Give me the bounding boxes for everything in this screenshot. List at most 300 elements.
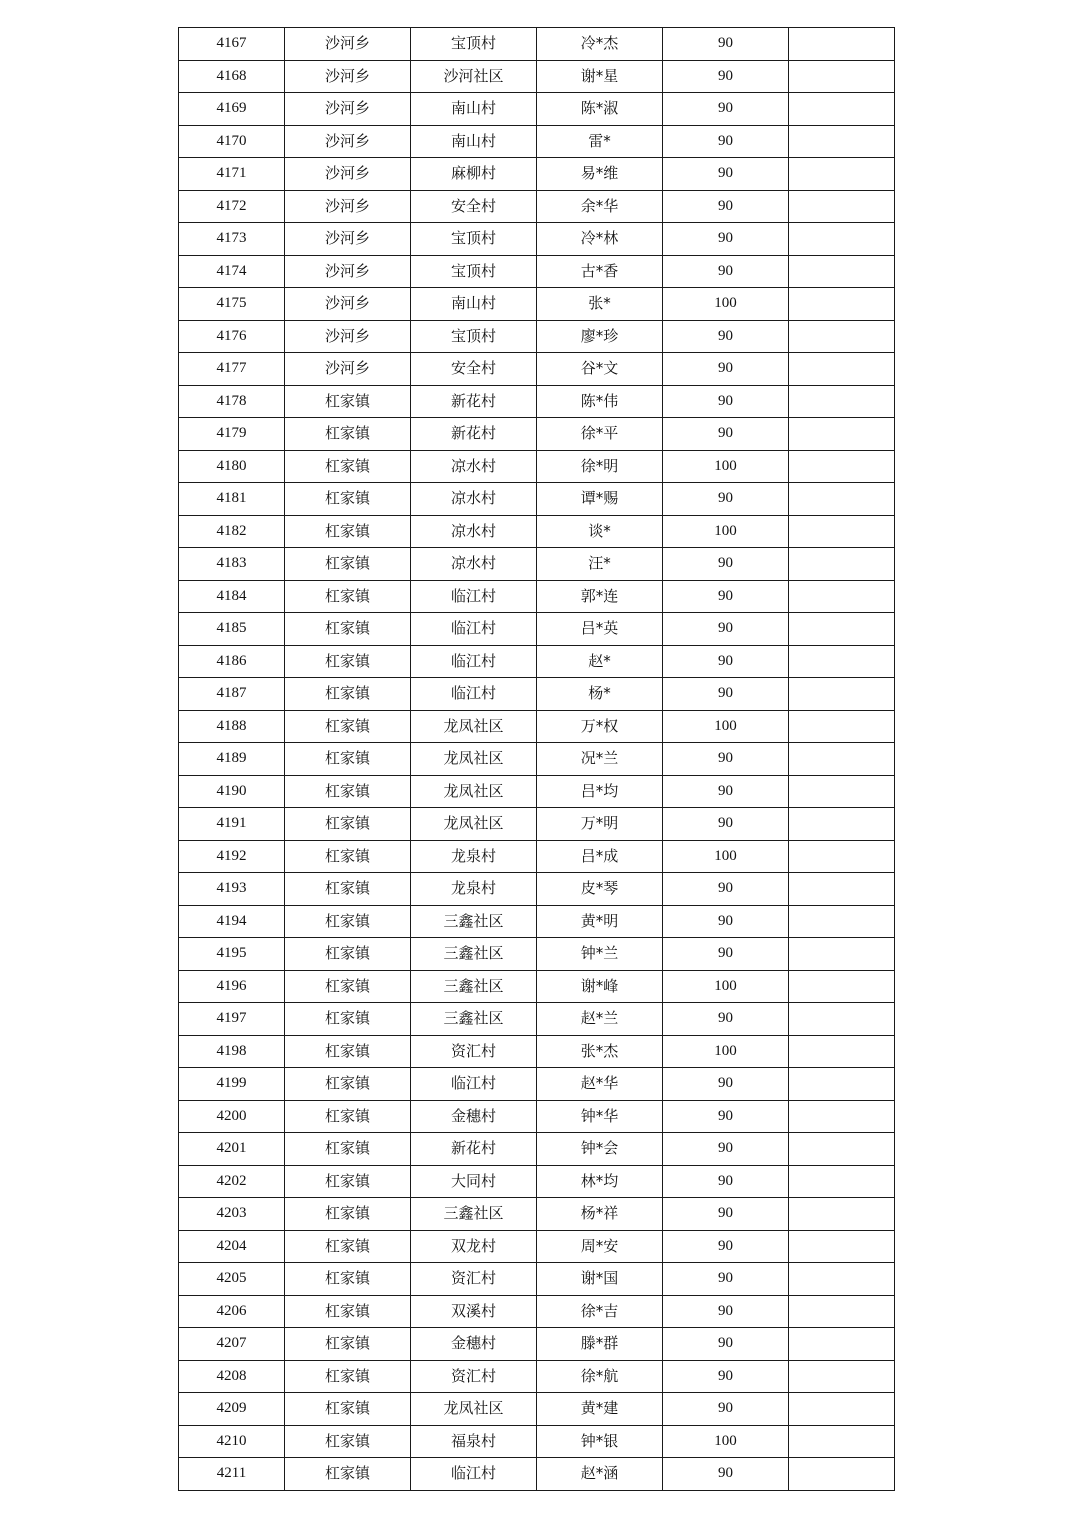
table-row xyxy=(179,645,895,678)
town-cell: 沙河乡 xyxy=(285,60,411,93)
town-cell: 杠家镇 xyxy=(285,515,411,548)
town-cell: 杠家镇 xyxy=(285,418,411,451)
table-row xyxy=(179,1295,895,1328)
serial-number-cell: 4193 xyxy=(179,873,285,906)
town-cell: 杠家镇 xyxy=(285,548,411,581)
table-row xyxy=(179,613,895,646)
person-name-cell: 廖*珍 xyxy=(537,320,663,353)
serial-number-cell: 4198 xyxy=(179,1035,285,1068)
remark-cell xyxy=(789,223,895,256)
serial-number-cell: 4168 xyxy=(179,60,285,93)
person-name-cell: 冷*林 xyxy=(537,223,663,256)
person-name-cell: 吕*均 xyxy=(537,775,663,808)
score-cell: 90 xyxy=(663,1230,789,1263)
score-cell: 90 xyxy=(663,1100,789,1133)
town-cell: 杠家镇 xyxy=(285,938,411,971)
serial-number-cell: 4171 xyxy=(179,158,285,191)
village-cell: 福泉村 xyxy=(411,1425,537,1458)
remark-cell xyxy=(789,158,895,191)
person-name-cell: 徐*航 xyxy=(537,1360,663,1393)
village-cell: 新花村 xyxy=(411,418,537,451)
table-row xyxy=(179,288,895,321)
score-cell: 90 xyxy=(663,93,789,126)
serial-number-cell: 4208 xyxy=(179,1360,285,1393)
table-row xyxy=(179,418,895,451)
serial-number-cell: 4175 xyxy=(179,288,285,321)
table-row xyxy=(179,1133,895,1166)
village-cell: 安全村 xyxy=(411,353,537,386)
score-cell: 100 xyxy=(663,710,789,743)
village-cell: 凉水村 xyxy=(411,483,537,516)
table-row xyxy=(179,905,895,938)
person-name-cell: 谢*星 xyxy=(537,60,663,93)
serial-number-cell: 4192 xyxy=(179,840,285,873)
town-cell: 沙河乡 xyxy=(285,255,411,288)
serial-number-cell: 4207 xyxy=(179,1328,285,1361)
table-row xyxy=(179,1458,895,1491)
village-cell: 宝顶村 xyxy=(411,320,537,353)
table-row xyxy=(179,385,895,418)
table-row xyxy=(179,938,895,971)
village-cell: 临江村 xyxy=(411,1458,537,1491)
table-row xyxy=(179,1393,895,1426)
person-name-cell: 徐*吉 xyxy=(537,1295,663,1328)
score-cell: 90 xyxy=(663,1003,789,1036)
serial-number-cell: 4174 xyxy=(179,255,285,288)
table-row xyxy=(179,1230,895,1263)
town-cell: 杠家镇 xyxy=(285,743,411,776)
person-name-cell: 黄*明 xyxy=(537,905,663,938)
remark-cell xyxy=(789,353,895,386)
town-cell: 杠家镇 xyxy=(285,1425,411,1458)
town-cell: 杠家镇 xyxy=(285,1003,411,1036)
person-name-cell: 张*杰 xyxy=(537,1035,663,1068)
town-cell: 沙河乡 xyxy=(285,288,411,321)
village-cell: 三鑫社区 xyxy=(411,1003,537,1036)
town-cell: 杠家镇 xyxy=(285,1458,411,1491)
person-name-cell: 郭*连 xyxy=(537,580,663,613)
remark-cell xyxy=(789,938,895,971)
remark-cell xyxy=(789,905,895,938)
person-name-cell: 钟*会 xyxy=(537,1133,663,1166)
village-cell: 沙河社区 xyxy=(411,60,537,93)
village-cell: 资汇村 xyxy=(411,1360,537,1393)
remark-cell xyxy=(789,418,895,451)
score-cell: 90 xyxy=(663,938,789,971)
remark-cell xyxy=(789,255,895,288)
table-row xyxy=(179,125,895,158)
score-cell: 90 xyxy=(663,385,789,418)
person-name-cell: 易*维 xyxy=(537,158,663,191)
town-cell: 杠家镇 xyxy=(285,678,411,711)
table-row xyxy=(179,353,895,386)
remark-cell xyxy=(789,1100,895,1133)
table-row xyxy=(179,450,895,483)
serial-number-cell: 4201 xyxy=(179,1133,285,1166)
person-name-cell: 赵*兰 xyxy=(537,1003,663,1036)
score-cell: 100 xyxy=(663,1425,789,1458)
table-row xyxy=(179,1263,895,1296)
table-row xyxy=(179,158,895,191)
remark-cell xyxy=(789,1328,895,1361)
score-cell: 90 xyxy=(663,418,789,451)
remark-cell xyxy=(789,580,895,613)
serial-number-cell: 4172 xyxy=(179,190,285,223)
remark-cell xyxy=(789,320,895,353)
remark-cell xyxy=(789,28,895,61)
score-cell: 90 xyxy=(663,808,789,841)
score-cell: 90 xyxy=(663,645,789,678)
village-cell: 龙凤社区 xyxy=(411,710,537,743)
village-cell: 临江村 xyxy=(411,580,537,613)
remark-cell xyxy=(789,483,895,516)
town-cell: 沙河乡 xyxy=(285,28,411,61)
person-name-cell: 徐*明 xyxy=(537,450,663,483)
town-cell: 杠家镇 xyxy=(285,1263,411,1296)
town-cell: 杠家镇 xyxy=(285,873,411,906)
town-cell: 杠家镇 xyxy=(285,775,411,808)
score-cell: 90 xyxy=(663,905,789,938)
town-cell: 杠家镇 xyxy=(285,1328,411,1361)
person-name-cell: 钟*华 xyxy=(537,1100,663,1133)
serial-number-cell: 4204 xyxy=(179,1230,285,1263)
serial-number-cell: 4173 xyxy=(179,223,285,256)
table-row xyxy=(179,808,895,841)
person-name-cell: 徐*平 xyxy=(537,418,663,451)
village-cell: 南山村 xyxy=(411,288,537,321)
person-name-cell: 万*明 xyxy=(537,808,663,841)
person-name-cell: 陈*伟 xyxy=(537,385,663,418)
town-cell: 杠家镇 xyxy=(285,1133,411,1166)
person-name-cell: 谷*文 xyxy=(537,353,663,386)
town-cell: 沙河乡 xyxy=(285,353,411,386)
serial-number-cell: 4169 xyxy=(179,93,285,126)
remark-cell xyxy=(789,93,895,126)
remark-cell xyxy=(789,60,895,93)
town-cell: 沙河乡 xyxy=(285,125,411,158)
person-name-cell: 赵*涵 xyxy=(537,1458,663,1491)
score-cell: 90 xyxy=(663,1263,789,1296)
serial-number-cell: 4187 xyxy=(179,678,285,711)
person-name-cell: 吕*成 xyxy=(537,840,663,873)
serial-number-cell: 4177 xyxy=(179,353,285,386)
table-row xyxy=(179,580,895,613)
score-cell: 90 xyxy=(663,1068,789,1101)
person-name-cell: 皮*琴 xyxy=(537,873,663,906)
village-cell: 临江村 xyxy=(411,613,537,646)
score-cell: 90 xyxy=(663,678,789,711)
serial-number-cell: 4189 xyxy=(179,743,285,776)
remark-cell xyxy=(789,1003,895,1036)
village-cell: 龙泉村 xyxy=(411,840,537,873)
person-name-cell: 林*均 xyxy=(537,1165,663,1198)
village-cell: 资汇村 xyxy=(411,1263,537,1296)
table-row xyxy=(179,775,895,808)
score-cell: 90 xyxy=(663,548,789,581)
score-cell: 90 xyxy=(663,190,789,223)
person-name-cell: 吕*英 xyxy=(537,613,663,646)
person-name-cell: 杨*祥 xyxy=(537,1198,663,1231)
remark-cell xyxy=(789,808,895,841)
remark-cell xyxy=(789,1263,895,1296)
remark-cell xyxy=(789,450,895,483)
person-name-cell: 冷*杰 xyxy=(537,28,663,61)
village-cell: 金穗村 xyxy=(411,1328,537,1361)
table-row xyxy=(179,60,895,93)
village-cell: 龙泉村 xyxy=(411,873,537,906)
village-cell: 双溪村 xyxy=(411,1295,537,1328)
table-row xyxy=(179,1360,895,1393)
score-cell: 90 xyxy=(663,60,789,93)
remark-cell xyxy=(789,1393,895,1426)
serial-number-cell: 4203 xyxy=(179,1198,285,1231)
remark-cell xyxy=(789,385,895,418)
table-row xyxy=(179,93,895,126)
person-name-cell: 黄*建 xyxy=(537,1393,663,1426)
village-cell: 麻柳村 xyxy=(411,158,537,191)
remark-cell xyxy=(789,190,895,223)
town-cell: 沙河乡 xyxy=(285,320,411,353)
serial-number-cell: 4190 xyxy=(179,775,285,808)
person-name-cell: 钟*兰 xyxy=(537,938,663,971)
town-cell: 杠家镇 xyxy=(285,450,411,483)
town-cell: 杠家镇 xyxy=(285,645,411,678)
score-cell: 90 xyxy=(663,223,789,256)
village-cell: 大同村 xyxy=(411,1165,537,1198)
person-name-cell: 钟*银 xyxy=(537,1425,663,1458)
score-cell: 90 xyxy=(663,1393,789,1426)
table-row xyxy=(179,710,895,743)
serial-number-cell: 4179 xyxy=(179,418,285,451)
score-cell: 90 xyxy=(663,873,789,906)
person-name-cell: 谢*国 xyxy=(537,1263,663,1296)
score-cell: 90 xyxy=(663,1360,789,1393)
table-row xyxy=(179,190,895,223)
person-name-cell: 赵* xyxy=(537,645,663,678)
serial-number-cell: 4185 xyxy=(179,613,285,646)
village-cell: 南山村 xyxy=(411,93,537,126)
village-cell: 金穗村 xyxy=(411,1100,537,1133)
data-table xyxy=(178,27,895,1491)
village-cell: 凉水村 xyxy=(411,548,537,581)
town-cell: 杠家镇 xyxy=(285,580,411,613)
town-cell: 杠家镇 xyxy=(285,1165,411,1198)
remark-cell xyxy=(789,775,895,808)
person-name-cell: 谈* xyxy=(537,515,663,548)
remark-cell xyxy=(789,1230,895,1263)
remark-cell xyxy=(789,1360,895,1393)
serial-number-cell: 4191 xyxy=(179,808,285,841)
village-cell: 龙凤社区 xyxy=(411,743,537,776)
serial-number-cell: 4178 xyxy=(179,385,285,418)
score-cell: 100 xyxy=(663,970,789,1003)
score-cell: 90 xyxy=(663,1198,789,1231)
town-cell: 杠家镇 xyxy=(285,483,411,516)
table-row xyxy=(179,1068,895,1101)
town-cell: 杠家镇 xyxy=(285,385,411,418)
remark-cell xyxy=(789,678,895,711)
remark-cell xyxy=(789,1198,895,1231)
table-row xyxy=(179,840,895,873)
serial-number-cell: 4206 xyxy=(179,1295,285,1328)
serial-number-cell: 4209 xyxy=(179,1393,285,1426)
table-row xyxy=(179,223,895,256)
town-cell: 沙河乡 xyxy=(285,190,411,223)
village-cell: 凉水村 xyxy=(411,450,537,483)
score-cell: 100 xyxy=(663,1035,789,1068)
person-name-cell: 滕*群 xyxy=(537,1328,663,1361)
serial-number-cell: 4202 xyxy=(179,1165,285,1198)
serial-number-cell: 4186 xyxy=(179,645,285,678)
town-cell: 杠家镇 xyxy=(285,1035,411,1068)
table-row xyxy=(179,1003,895,1036)
village-cell: 三鑫社区 xyxy=(411,970,537,1003)
table-row xyxy=(179,548,895,581)
table-row xyxy=(179,515,895,548)
table-row xyxy=(179,1165,895,1198)
remark-cell xyxy=(789,1035,895,1068)
village-cell: 新花村 xyxy=(411,385,537,418)
town-cell: 杠家镇 xyxy=(285,1230,411,1263)
table-row xyxy=(179,255,895,288)
serial-number-cell: 4167 xyxy=(179,28,285,61)
village-cell: 临江村 xyxy=(411,645,537,678)
town-cell: 杠家镇 xyxy=(285,1393,411,1426)
person-name-cell: 谭*赐 xyxy=(537,483,663,516)
remark-cell xyxy=(789,125,895,158)
village-cell: 宝顶村 xyxy=(411,223,537,256)
table-row xyxy=(179,1035,895,1068)
person-name-cell: 赵*华 xyxy=(537,1068,663,1101)
remark-cell xyxy=(789,710,895,743)
score-cell: 90 xyxy=(663,775,789,808)
village-cell: 三鑫社区 xyxy=(411,905,537,938)
serial-number-cell: 4199 xyxy=(179,1068,285,1101)
serial-number-cell: 4211 xyxy=(179,1458,285,1491)
serial-number-cell: 4188 xyxy=(179,710,285,743)
score-cell: 100 xyxy=(663,515,789,548)
village-cell: 龙凤社区 xyxy=(411,775,537,808)
village-cell: 安全村 xyxy=(411,190,537,223)
serial-number-cell: 4196 xyxy=(179,970,285,1003)
town-cell: 杠家镇 xyxy=(285,613,411,646)
person-name-cell: 古*香 xyxy=(537,255,663,288)
town-cell: 杠家镇 xyxy=(285,1198,411,1231)
score-cell: 90 xyxy=(663,1328,789,1361)
town-cell: 杠家镇 xyxy=(285,710,411,743)
remark-cell xyxy=(789,1295,895,1328)
score-cell: 90 xyxy=(663,1133,789,1166)
town-cell: 沙河乡 xyxy=(285,158,411,191)
score-cell: 100 xyxy=(663,840,789,873)
remark-cell xyxy=(789,970,895,1003)
person-name-cell: 周*安 xyxy=(537,1230,663,1263)
person-name-cell: 万*权 xyxy=(537,710,663,743)
score-cell: 90 xyxy=(663,1458,789,1491)
score-cell: 90 xyxy=(663,353,789,386)
serial-number-cell: 4205 xyxy=(179,1263,285,1296)
person-name-cell: 雷* xyxy=(537,125,663,158)
village-cell: 龙凤社区 xyxy=(411,1393,537,1426)
serial-number-cell: 4183 xyxy=(179,548,285,581)
remark-cell xyxy=(789,1425,895,1458)
score-cell: 90 xyxy=(663,1295,789,1328)
table-body xyxy=(179,28,895,1491)
score-cell: 90 xyxy=(663,580,789,613)
village-cell: 新花村 xyxy=(411,1133,537,1166)
town-cell: 杠家镇 xyxy=(285,905,411,938)
score-cell: 90 xyxy=(663,483,789,516)
remark-cell xyxy=(789,645,895,678)
score-cell: 90 xyxy=(663,255,789,288)
town-cell: 杠家镇 xyxy=(285,970,411,1003)
score-cell: 90 xyxy=(663,743,789,776)
person-name-cell: 陈*淑 xyxy=(537,93,663,126)
village-cell: 南山村 xyxy=(411,125,537,158)
town-cell: 杠家镇 xyxy=(285,840,411,873)
table-row xyxy=(179,1425,895,1458)
serial-number-cell: 4182 xyxy=(179,515,285,548)
person-name-cell: 况*兰 xyxy=(537,743,663,776)
score-cell: 90 xyxy=(663,125,789,158)
serial-number-cell: 4170 xyxy=(179,125,285,158)
table-row xyxy=(179,1198,895,1231)
remark-cell xyxy=(789,1068,895,1101)
table-row xyxy=(179,678,895,711)
remark-cell xyxy=(789,743,895,776)
table-row xyxy=(179,743,895,776)
serial-number-cell: 4195 xyxy=(179,938,285,971)
remark-cell xyxy=(789,613,895,646)
score-cell: 100 xyxy=(663,288,789,321)
serial-number-cell: 4176 xyxy=(179,320,285,353)
table-row xyxy=(179,873,895,906)
serial-number-cell: 4200 xyxy=(179,1100,285,1133)
remark-cell xyxy=(789,1165,895,1198)
person-name-cell: 谢*峰 xyxy=(537,970,663,1003)
village-cell: 三鑫社区 xyxy=(411,938,537,971)
table-row xyxy=(179,970,895,1003)
score-cell: 90 xyxy=(663,613,789,646)
table-row xyxy=(179,483,895,516)
score-cell: 90 xyxy=(663,1165,789,1198)
village-cell: 双龙村 xyxy=(411,1230,537,1263)
village-cell: 宝顶村 xyxy=(411,28,537,61)
remark-cell xyxy=(789,1133,895,1166)
village-cell: 龙凤社区 xyxy=(411,808,537,841)
serial-number-cell: 4194 xyxy=(179,905,285,938)
score-cell: 100 xyxy=(663,450,789,483)
score-cell: 90 xyxy=(663,320,789,353)
village-cell: 凉水村 xyxy=(411,515,537,548)
village-cell: 宝顶村 xyxy=(411,255,537,288)
serial-number-cell: 4210 xyxy=(179,1425,285,1458)
serial-number-cell: 4197 xyxy=(179,1003,285,1036)
town-cell: 杠家镇 xyxy=(285,808,411,841)
serial-number-cell: 4184 xyxy=(179,580,285,613)
remark-cell xyxy=(789,873,895,906)
town-cell: 沙河乡 xyxy=(285,93,411,126)
town-cell: 沙河乡 xyxy=(285,223,411,256)
score-cell: 90 xyxy=(663,28,789,61)
town-cell: 杠家镇 xyxy=(285,1100,411,1133)
remark-cell xyxy=(789,515,895,548)
person-name-cell: 杨* xyxy=(537,678,663,711)
table-row xyxy=(179,1100,895,1133)
remark-cell xyxy=(789,840,895,873)
town-cell: 杠家镇 xyxy=(285,1068,411,1101)
score-cell: 90 xyxy=(663,158,789,191)
